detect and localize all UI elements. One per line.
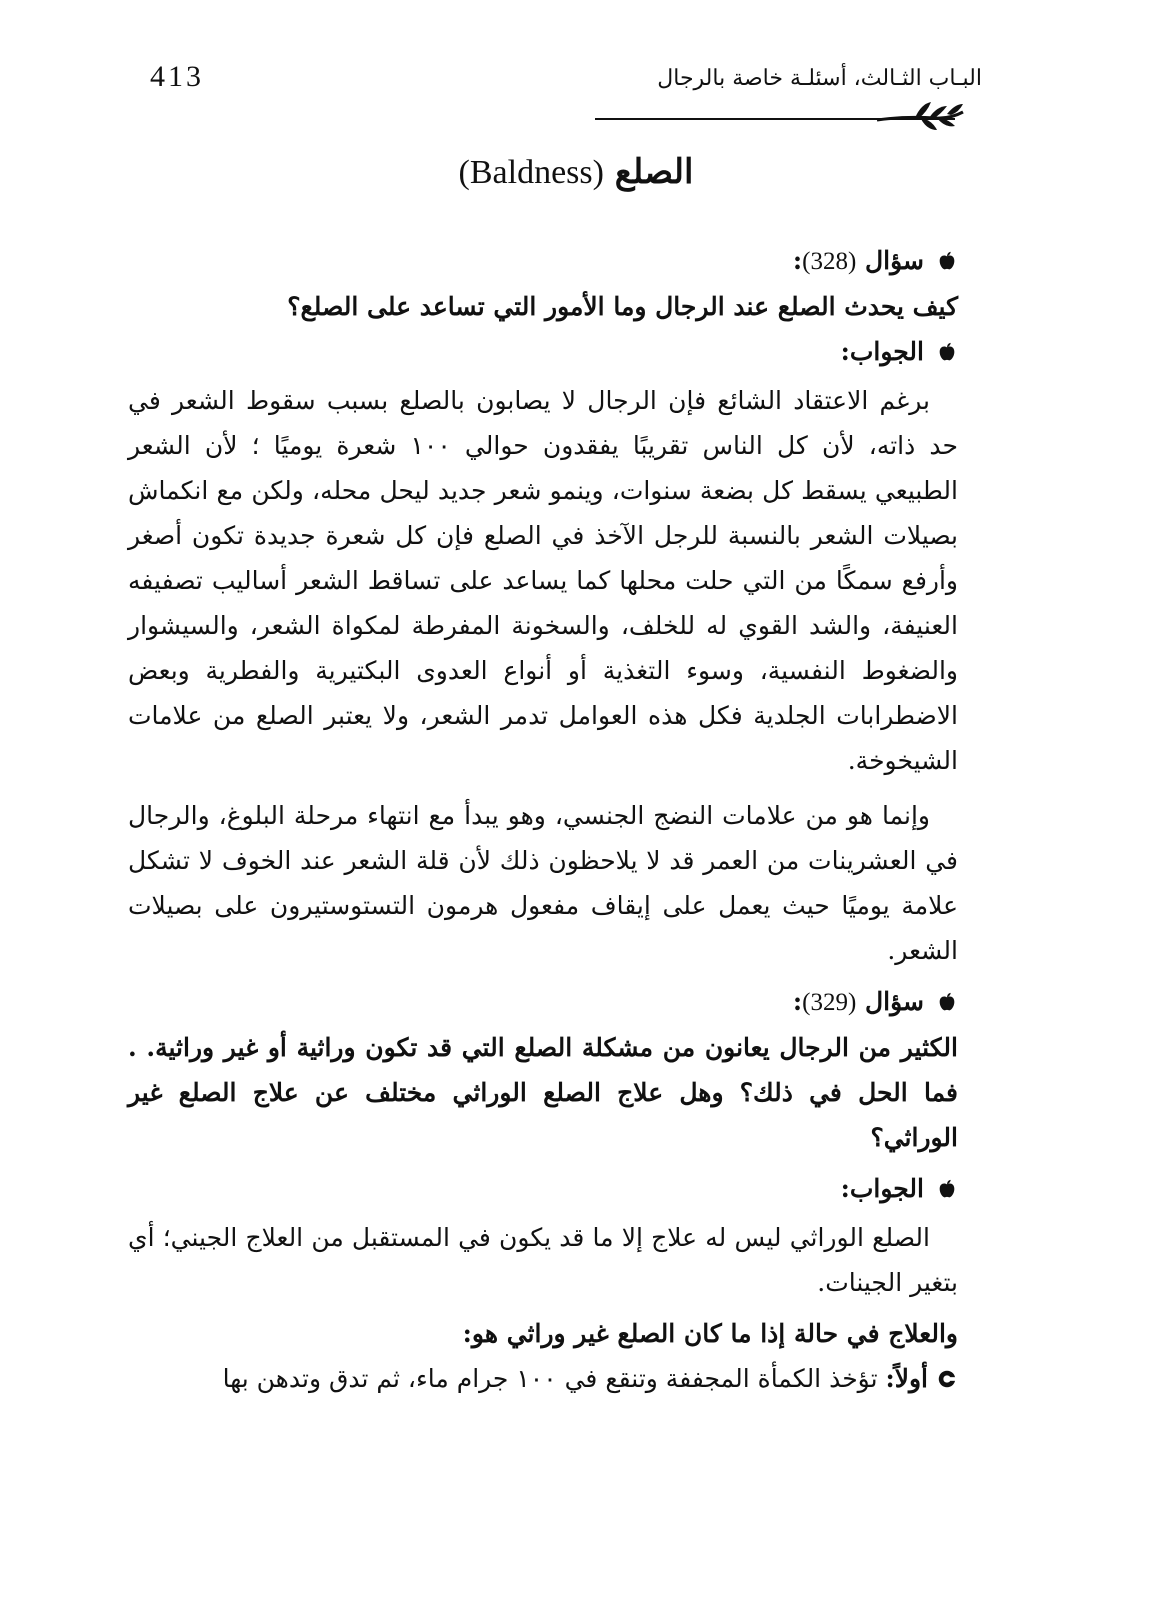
treatment-intro: والعلاج في حالة إذا ما كان الصلع غير وراثي هو:	[462, 1319, 958, 1348]
apple-icon	[936, 1178, 958, 1200]
question-329-text: الكثير من الرجال يعانون من مشكلة الصلع التي قد تكون وراثية أو غير وراثية. . فما الحل في ذلك؟ وهل علاج الصلع الوراثي مختلف عن علاج الصلع غير الوراثي؟	[128, 1033, 958, 1152]
answer-colon: :	[840, 1174, 850, 1203]
question-329-label-line	[128, 979, 958, 1025]
answer-328-paragraph-2: وإنما هو من علامات النضج الجنسي، وهو يبدأ مع انتهاء مرحلة البلوغ، والرجال في العشرينات من العمر قد لا يلاحظون ذلك لأن قلة الشعر عند الخوف لا تشكل علامة يوميًا حيث يعمل على إيقاف مفعول هرمون التستوستيرون على بصيلات الشعر.	[128, 801, 958, 965]
title-english: (Baldness)	[458, 154, 604, 191]
running-header: البـاب الثـالث، أسئلـة خاصة بالرجال	[657, 66, 982, 91]
title-arabic: الصلع	[614, 152, 694, 192]
first-text: تؤخذ الكمأة المجففة وتنقع في ١٠٠ جرام ماء، ثم تدق وتدهن بها	[222, 1364, 878, 1393]
leaf-ornament-icon	[875, 98, 965, 134]
question-label: سؤال	[865, 987, 924, 1016]
answer-colon: :	[840, 337, 850, 366]
question-label: سؤال	[865, 246, 924, 275]
c-bullet-icon	[936, 1368, 958, 1390]
page-title	[0, 152, 1152, 192]
answer-label: الجواب	[849, 1174, 924, 1203]
apple-icon	[936, 991, 958, 1013]
treatment-item-first	[128, 1356, 958, 1401]
answer-328-paragraph-1: برغم الاعتقاد الشائع فإن الرجال لا يصابون بالصلع بسبب سقوط الشعر في حد ذاته، لأن كل الناس تقريبًا يفقدون حوالي ١٠٠ شعرة يوميًا ؛ لأن الشعر الطبيعي يسقط كل بضعة سنوات، وينمو شعر جديد ليحل محله، ولكن مع انكماش بصيلات الشعر بالنسبة للرجل الآخذ في الصلع فإن كل شعرة جديدة تكون أصغر وأرفع سمكًا من التي حلت محلها كما يساعد على تساقط الشعر أساليب تصفيفه العنيفة، والشد القوي له للخلف، والسخونة المفرطة لمكواة الشعر، والسيشوار والضغوط النفسية، وسوء التغذية أو أنواع العدوى البكتيرية والفطرية وبعض الاضطرابات الجلدية فكل هذه العوامل تدمر الشعر، ولا يعتبر الصلع من علامات الشيخوخة.	[128, 386, 959, 775]
question-colon: :	[792, 246, 803, 275]
answer-328-label-line	[128, 329, 958, 374]
question-number: (328)	[802, 248, 857, 275]
question-328-text: كيف يحدث الصلع عند الرجال وما الأمور التي تساعد على الصلع؟	[287, 292, 958, 321]
first-label: أولاً:	[885, 1364, 928, 1393]
question-colon: :	[792, 987, 803, 1016]
page-content	[128, 238, 958, 1401]
apple-icon	[936, 250, 958, 272]
page-number: 413	[150, 60, 204, 93]
question-number: (329)	[802, 989, 857, 1016]
question-328-label-line	[128, 238, 958, 284]
answer-label: الجواب	[849, 337, 924, 366]
answer-329-label-line	[128, 1166, 958, 1211]
answer-329-paragraph-1: الصلع الوراثي ليس له علاج إلا ما قد يكون في المستقبل من العلاج الجيني؛ أي بتغير الجينات.	[128, 1223, 958, 1297]
apple-icon	[936, 341, 958, 363]
